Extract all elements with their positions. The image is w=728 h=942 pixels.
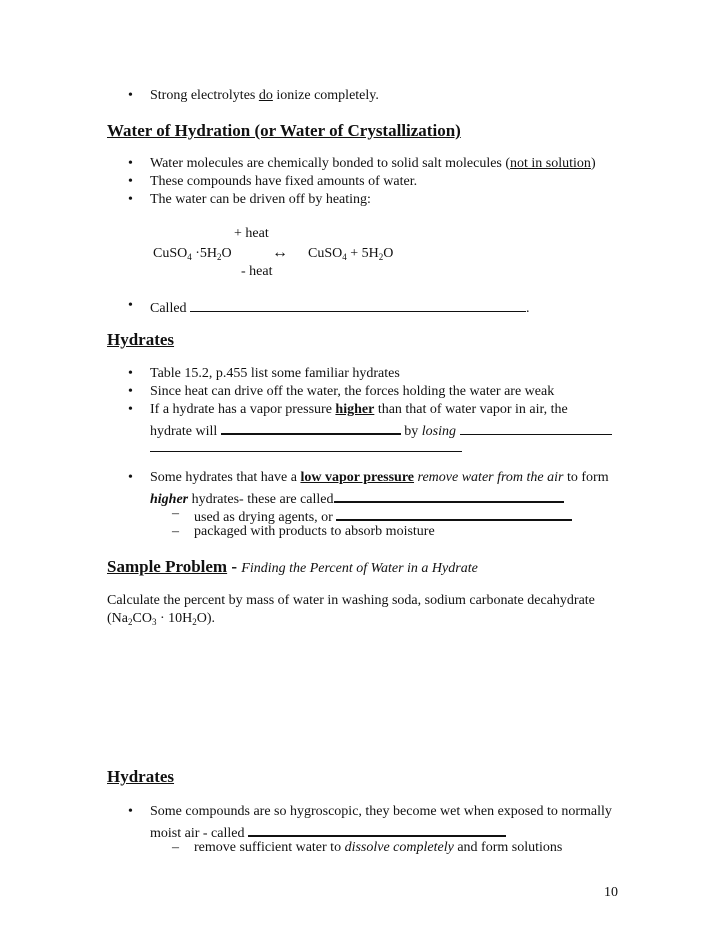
equation-right: CuSO$_4$ + $5H_2O$ <box>308 246 394 262</box>
do-underlined: do <box>258 88 273 103</box>
continuation-blank[interactable] <box>150 438 462 452</box>
dash-icon: – <box>172 524 179 539</box>
heading-hydrates-2: Hydrates <box>107 767 175 786</box>
hygroscopic-blank[interactable] <box>248 822 506 837</box>
called-blank[interactable] <box>190 298 526 312</box>
heading-hydrates-1: Hydrates <box>107 330 175 349</box>
page-number: 10 <box>604 885 618 900</box>
hydrates-bullet-3-line2: hydrate will by losing <box>150 420 612 440</box>
double-arrow-icon: ↔ <box>272 244 288 261</box>
drying-agents-blank[interactable] <box>336 506 572 521</box>
bullet-icon: • <box>128 174 133 189</box>
sample-line-1: Calculate the percent by mass of water in washing soda, sodium carbonate decahydrate <box>107 593 595 608</box>
plus-heat-label: + heat <box>234 226 269 241</box>
minus-heat-label: - heat <box>241 264 273 279</box>
losing-blank[interactable] <box>460 421 612 435</box>
called-hydrates-blank[interactable] <box>334 488 564 503</box>
bullet-icon: • <box>128 88 133 103</box>
bullet-icon: • <box>128 366 133 381</box>
bullet-icon: • <box>128 192 133 207</box>
bullet-icon: • <box>128 384 133 399</box>
sample-line-2: $(Na_2CO_3 \cdot 10H_2O)$. <box>107 611 216 627</box>
bullet-icon: • <box>128 470 133 485</box>
dash-icon: – <box>172 506 179 521</box>
heading-water-of-hydration: Water of Hydration (or Water of Crystallization) <box>107 121 461 140</box>
equation-left: CuSO$_4$ $\cdot 5H_2O$ <box>153 246 232 262</box>
bullet-icon: • <box>128 402 133 417</box>
hydrates-bullet-3-line3 <box>150 438 462 457</box>
hydrates2-bullet-1-line2: moist air - called <box>150 822 506 842</box>
bullet-icon: • <box>128 804 133 819</box>
hydrate-will-blank[interactable] <box>221 420 401 435</box>
bullet-icon: • <box>128 156 133 171</box>
dash-icon: – <box>172 840 179 855</box>
sample-problem-heading: Sample Problem - Finding the Percent of Water in a Hydrate <box>107 557 478 576</box>
hydrates-bullet-4-line2: higher hydrates- these are called <box>150 488 564 508</box>
bullet-icon: • <box>128 298 133 313</box>
